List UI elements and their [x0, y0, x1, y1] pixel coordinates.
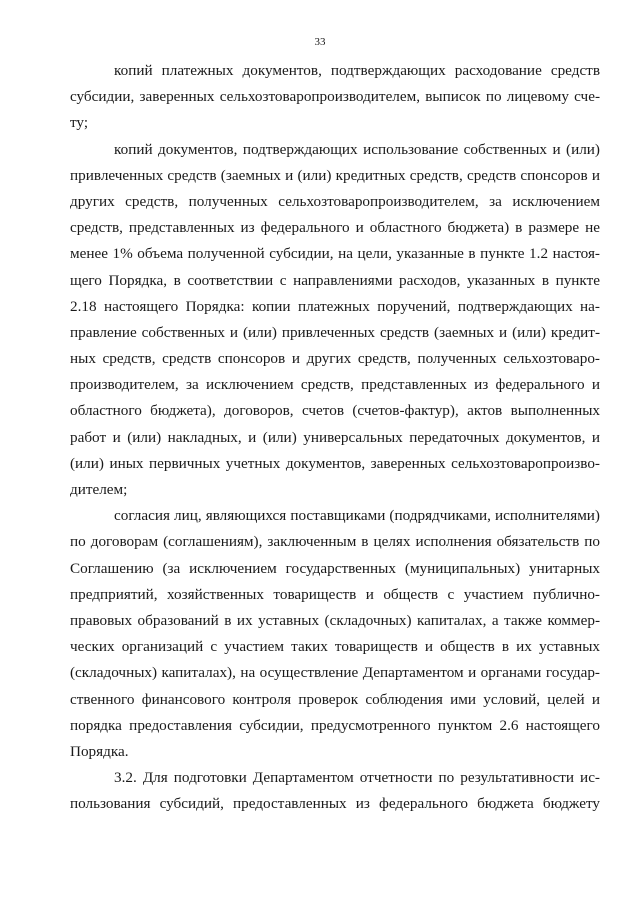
text-line: щего Порядка, в соответствии с направлениями расходов, указанных в пункте — [70, 271, 600, 289]
text-line: правовых образований в их уставных (складочных) капиталах, а также коммер- — [70, 611, 600, 629]
text-line: производителем, за исключением средств, представленных из федерального и — [70, 376, 600, 394]
document-body — [70, 58, 600, 817]
page-number: 33 — [314, 36, 326, 48]
text-line: других средств, полученных сельхозтоваропроизводителем, за исключением — [70, 192, 600, 210]
text-line: копий платежных документов, подтверждающих расходование средств — [114, 62, 600, 79]
text-line: (или) иных первичных учетных документов, заверенных сельхозтоваропроизво- — [70, 454, 600, 472]
text-line: Порядка. — [70, 742, 129, 760]
text-line: пользования субсидий, предоставленных из федерального бюджета бюджету — [70, 795, 600, 813]
text-line: работ и (или) накладных, и (или) универсальных передаточных документов, и — [70, 428, 600, 446]
text-line: порядка предоставления субсидии, предусмотренного пунктом 2.6 настоящего — [70, 716, 600, 734]
text-line: ственного финансового контроля проверок соблюдения ими условий, целей и — [70, 690, 600, 708]
text-line: привлеченных средств (заемных и (или) кредитных средств, средств спонсоров и — [70, 166, 600, 184]
text-line: дителем; — [70, 481, 128, 498]
text-line: ту; — [70, 114, 89, 132]
text-line: менее 1% объема полученной субсидии, на цели, указанные в пункте 1.2 настоя- — [70, 245, 600, 263]
text-line: (складочных) капиталах), на осуществление Департаментом и органами государ- — [70, 664, 600, 682]
text-line: 3.2. Для подготовки Департаментом отчетности по результативности ис- — [114, 769, 600, 787]
text-line: средств, представленных из федерального и областного бюджета) в размере не — [70, 219, 600, 237]
text-line: копий документов, подтверждающих использование собственных и (или) — [114, 140, 600, 158]
text-line: ных средств, средств спонсоров и других средств, полученных сельхозтоваро- — [70, 350, 600, 368]
text-line: 2.18 настоящего Порядка: копии платежных поручений, подтверждающих на- — [70, 297, 600, 315]
text-line: правление собственных и (или) привлеченных средств (заемных и (или) кредит- — [70, 323, 600, 341]
text-line: субсидии, заверенных сельхозтоваропроизводителем, выписок по лицевому сче- — [70, 88, 600, 106]
text-line: ческих организаций с участием таких товариществ и обществ в их уставных — [70, 638, 600, 656]
text-line: Соглашению (за исключением государственных (муниципальных) унитарных — [70, 559, 600, 577]
text-line: областного бюджета), договоров, счетов (счетов-фактур), актов выполненных — [70, 402, 600, 420]
text-line: согласия лиц, являющихся поставщиками (подрядчиками, исполнителями) — [114, 507, 600, 525]
text-line: предприятий, хозяйственных товариществ и обществ с участием публично- — [70, 585, 600, 603]
text-line: по договорам (соглашениям), заключенным в целях исполнения обязательств по — [70, 533, 600, 551]
